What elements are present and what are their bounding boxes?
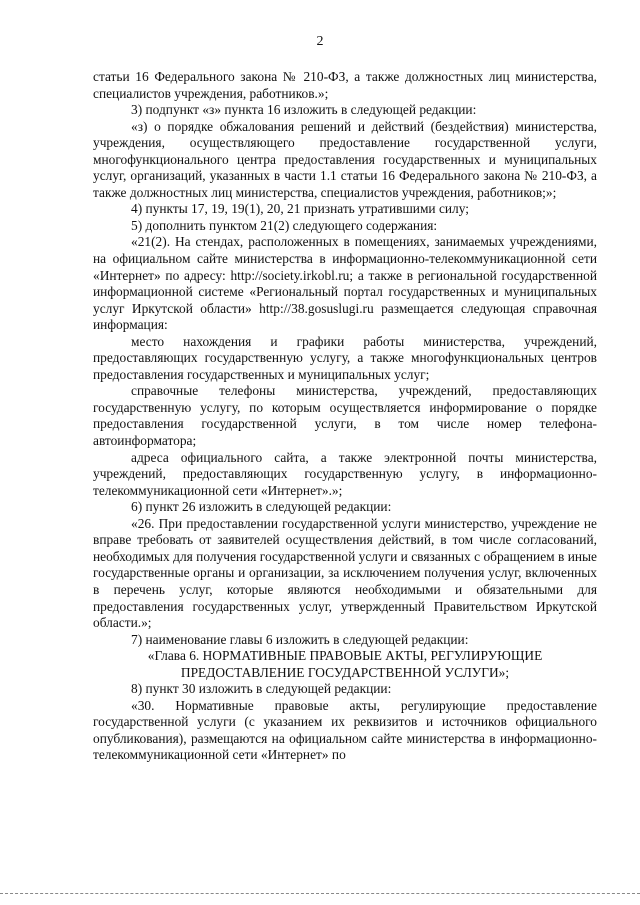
paragraph: адреса официального сайта, а также электронной почты министерства, учреждений, предоставляющих государственную услугу, в информационно-телекоммуникационной сети «Интернет».»; [93,449,597,498]
page-number: 2 [316,34,324,49]
paragraph: «30. Нормативные правовые акты, регулирующие предоставление государственной услуги (с указанием их реквизитов и источников официального опубликования), размещаются на официальном сайте министерства в информационно-телекоммуникационной сети «Интернет» по [93,697,597,763]
chapter-heading: «Глава 6. НОРМАТИВНЫЕ ПРАВОВЫЕ АКТЫ, РЕГУЛИРУЮЩИЕ ПРЕДОСТАВЛЕНИЕ ГОСУДАРСТВЕННОЙ УСЛУГИ»; [147,648,543,680]
paragraph: 3) подпункт «з» пункта 16 изложить в следующей редакции: [131,102,477,118]
paragraph: 5) дополнить пунктом 21(2) следующего содержания: [131,217,438,233]
paragraph: «21(2). На стендах, расположенных в помещениях, занимаемых учреждениями, на официальном сайте министерства в информационно-телекоммуникационной сети «Интернет» по адресу: http://society.irkobl.ru; а также в региональной государственной информационной системе «Региональный портал государственных и муниципальных услуг Иркутской области» http://38.gosuslugi.ru размещается следующая справочная информация: [93,234,597,333]
paragraph: статьи 16 Федерального закона № 210-ФЗ, а также должностных лиц министерства, специалистов учреждения, работников.»; [93,69,597,101]
paragraph: 6) пункт 26 изложить в следующей редакции: [131,499,392,515]
paragraph: место нахождения и графики работы министерства, учреждений, предоставляющих государственную услугу, а также многофункциональных центров предоставления государственных и муниципальных услуг; [93,333,597,382]
document-body [93,69,597,764]
scan-edge-line [0,893,640,895]
paragraph: 7) наименование главы 6 изложить в следующей редакции: [131,631,469,647]
paragraph: 4) пункты 17, 19, 19(1), 20, 21 признать утратившими силу; [131,201,469,217]
paragraph: 8) пункт 30 изложить в следующей редакции: [131,681,392,697]
paragraph: «з) о порядке обжалования решений и действий (бездействия) министерства, учреждения, осуществляющего предоставление государственной услуги, многофункционального центра предоставления государственных и муниципальных услуг, организаций, указанных в части 1.1 статьи 16 Федерального закона № 210-ФЗ, а также должностных лиц министерства, специалистов учреждения, работников;»; [93,118,597,200]
paragraph: «26. При предоставлении государственной услуги министерство, учреждение не вправе требовать от заявителей осуществления действий, в том числе согласований, необходимых для получения государственной услуги и связанных с обращением в иные государственные органы и организации, за исключением получения услуг, включенных в перечень услуг, которые являются необходимыми и обязательными для предоставления государственных услуг, утвержденный Правительством Иркутской области.»; [93,515,597,631]
paragraph: справочные телефоны министерства, учреждений, предоставляющих государственную услугу, по которым осуществляется информирование о порядке предоставления государственной услуги, в том числе номер телефона-автоинформатора; [93,383,597,449]
